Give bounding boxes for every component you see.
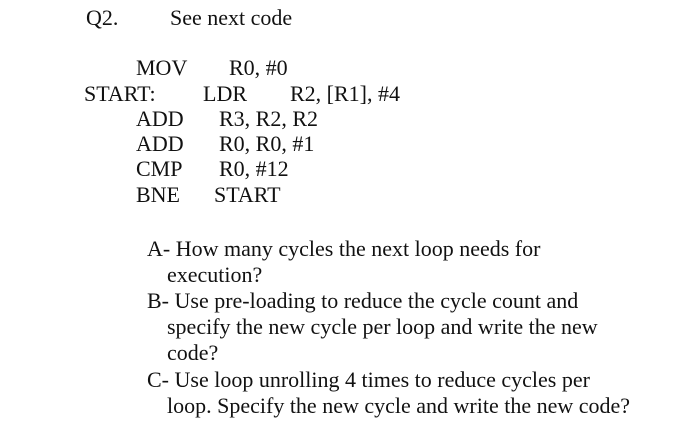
code-operands: R3, R2, R2 <box>219 106 319 131</box>
question-c-line-1: C- Use loop unrolling 4 times to reduce cycles per <box>147 367 590 392</box>
code-operands: START <box>214 182 281 207</box>
question-title: See next code <box>170 5 293 30</box>
question-b-line-3: code? <box>167 340 219 365</box>
question-a-line-1: A- How many cycles the next loop needs for <box>147 236 541 261</box>
code-operands: R0, #12 <box>219 156 289 181</box>
code-op: ADD <box>136 106 184 131</box>
code-op: LDR <box>203 81 247 106</box>
question-b-line-1: B- Use pre-loading to reduce the cycle count and <box>147 288 579 313</box>
code-operands: R0, R0, #1 <box>219 131 315 156</box>
question-c-line-2: loop. Specify the new cycle and write the new code? <box>167 393 631 418</box>
question-number: Q2. <box>86 5 119 30</box>
code-operands: R2, [R1], #4 <box>290 81 400 106</box>
code-operands: R0, #0 <box>229 55 288 80</box>
code-op: CMP <box>136 156 183 181</box>
question-b-line-2: specify the new cycle per loop and write the new <box>167 314 598 339</box>
code-label: START: <box>84 81 156 106</box>
code-op: ADD <box>136 131 184 156</box>
code-op: MOV <box>136 55 188 80</box>
code-op: BNE <box>136 182 180 207</box>
question-a-line-2: execution? <box>167 262 263 287</box>
